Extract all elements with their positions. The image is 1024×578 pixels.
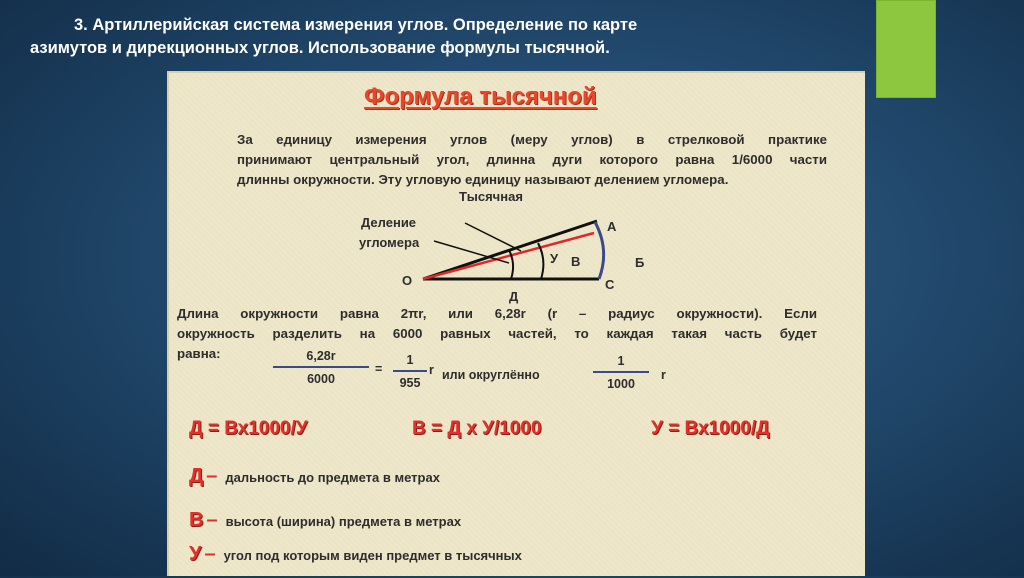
legend-dash: – [204,543,216,565]
legend-letter: Д [189,465,204,487]
fraction-denominator: 6000 [307,372,335,386]
content-panel [167,71,865,576]
intro-line: За единицу измерения углов (меру углов) в стрелковой практике [237,132,827,147]
label-height-v: В [571,254,581,269]
slide-title-line-2: азимутов и дирекционных углов. Использование формулы тысячной. [30,39,610,57]
legend-letter: У [189,543,202,565]
legend-item-height [189,509,461,532]
intro-line: длинны окружности. Эту угловую единицу называют делением угломера. [237,172,729,187]
fraction-numerator: 1 [617,354,625,368]
panel-heading: Формула тысячной [364,83,597,110]
legend-dash: – [206,465,218,487]
red-radius-line [423,233,594,279]
label-thousandth: Тысячная [459,189,523,204]
formula-range: Д = Вх1000/У [189,418,308,439]
label-division-1: Деление [361,215,417,230]
formula-height: В = Д х У/1000 [412,418,542,439]
fraction-denominator: 1000 [607,377,635,391]
formula-angle: У = Вх1000/Д [651,418,770,439]
circle-paragraph [177,304,817,364]
label-division-2: угломера [359,235,420,250]
legend-dash: – [206,509,218,531]
radius-symbol: r [429,363,434,377]
slide-title-line-1: 3. Артиллерийская система измерения углов. Определение по карте [74,16,638,34]
legend-letter: В [189,509,204,531]
circle-line: Длина окружности равна 2πr, или 6,28r (r – радиус окружности). Если [177,306,817,321]
legend-text: высота (ширина) предмета в метрах [225,514,462,529]
legend-text: дальность до предмета в метрах [225,470,440,485]
legend-item-range [189,465,440,488]
radius-symbol: r [661,368,666,382]
pointer-division [434,241,509,263]
fraction-denominator: 955 [399,376,421,390]
arc-ac [595,222,604,279]
label-point-d: Д [509,289,519,304]
legend-item-angle [189,543,522,566]
label-point-c: С [605,277,615,292]
label-b: Б [635,255,645,270]
fraction-numerator: 6,28r [306,349,336,363]
green-accent-block [876,0,936,98]
circle-line: равна: [177,346,221,361]
rounded-text: или округлённо [442,368,540,382]
label-angle-u: У [550,251,559,266]
label-point-o: О [402,273,413,288]
pointer-thousandth [465,223,521,251]
fraction-numerator: 1 [406,353,414,367]
legend-text: угол под которым виден предмет в тысячных [223,548,522,563]
intro-line: принимают центральный угол, длинна дуги которого равна 1/6000 части [237,152,827,167]
circle-line: окружность разделить на 6000 равных частей, то каждая такая часть будет [177,326,817,341]
equals-sign: = [375,362,383,376]
label-point-a: А [607,219,617,234]
slide-title [30,14,850,60]
